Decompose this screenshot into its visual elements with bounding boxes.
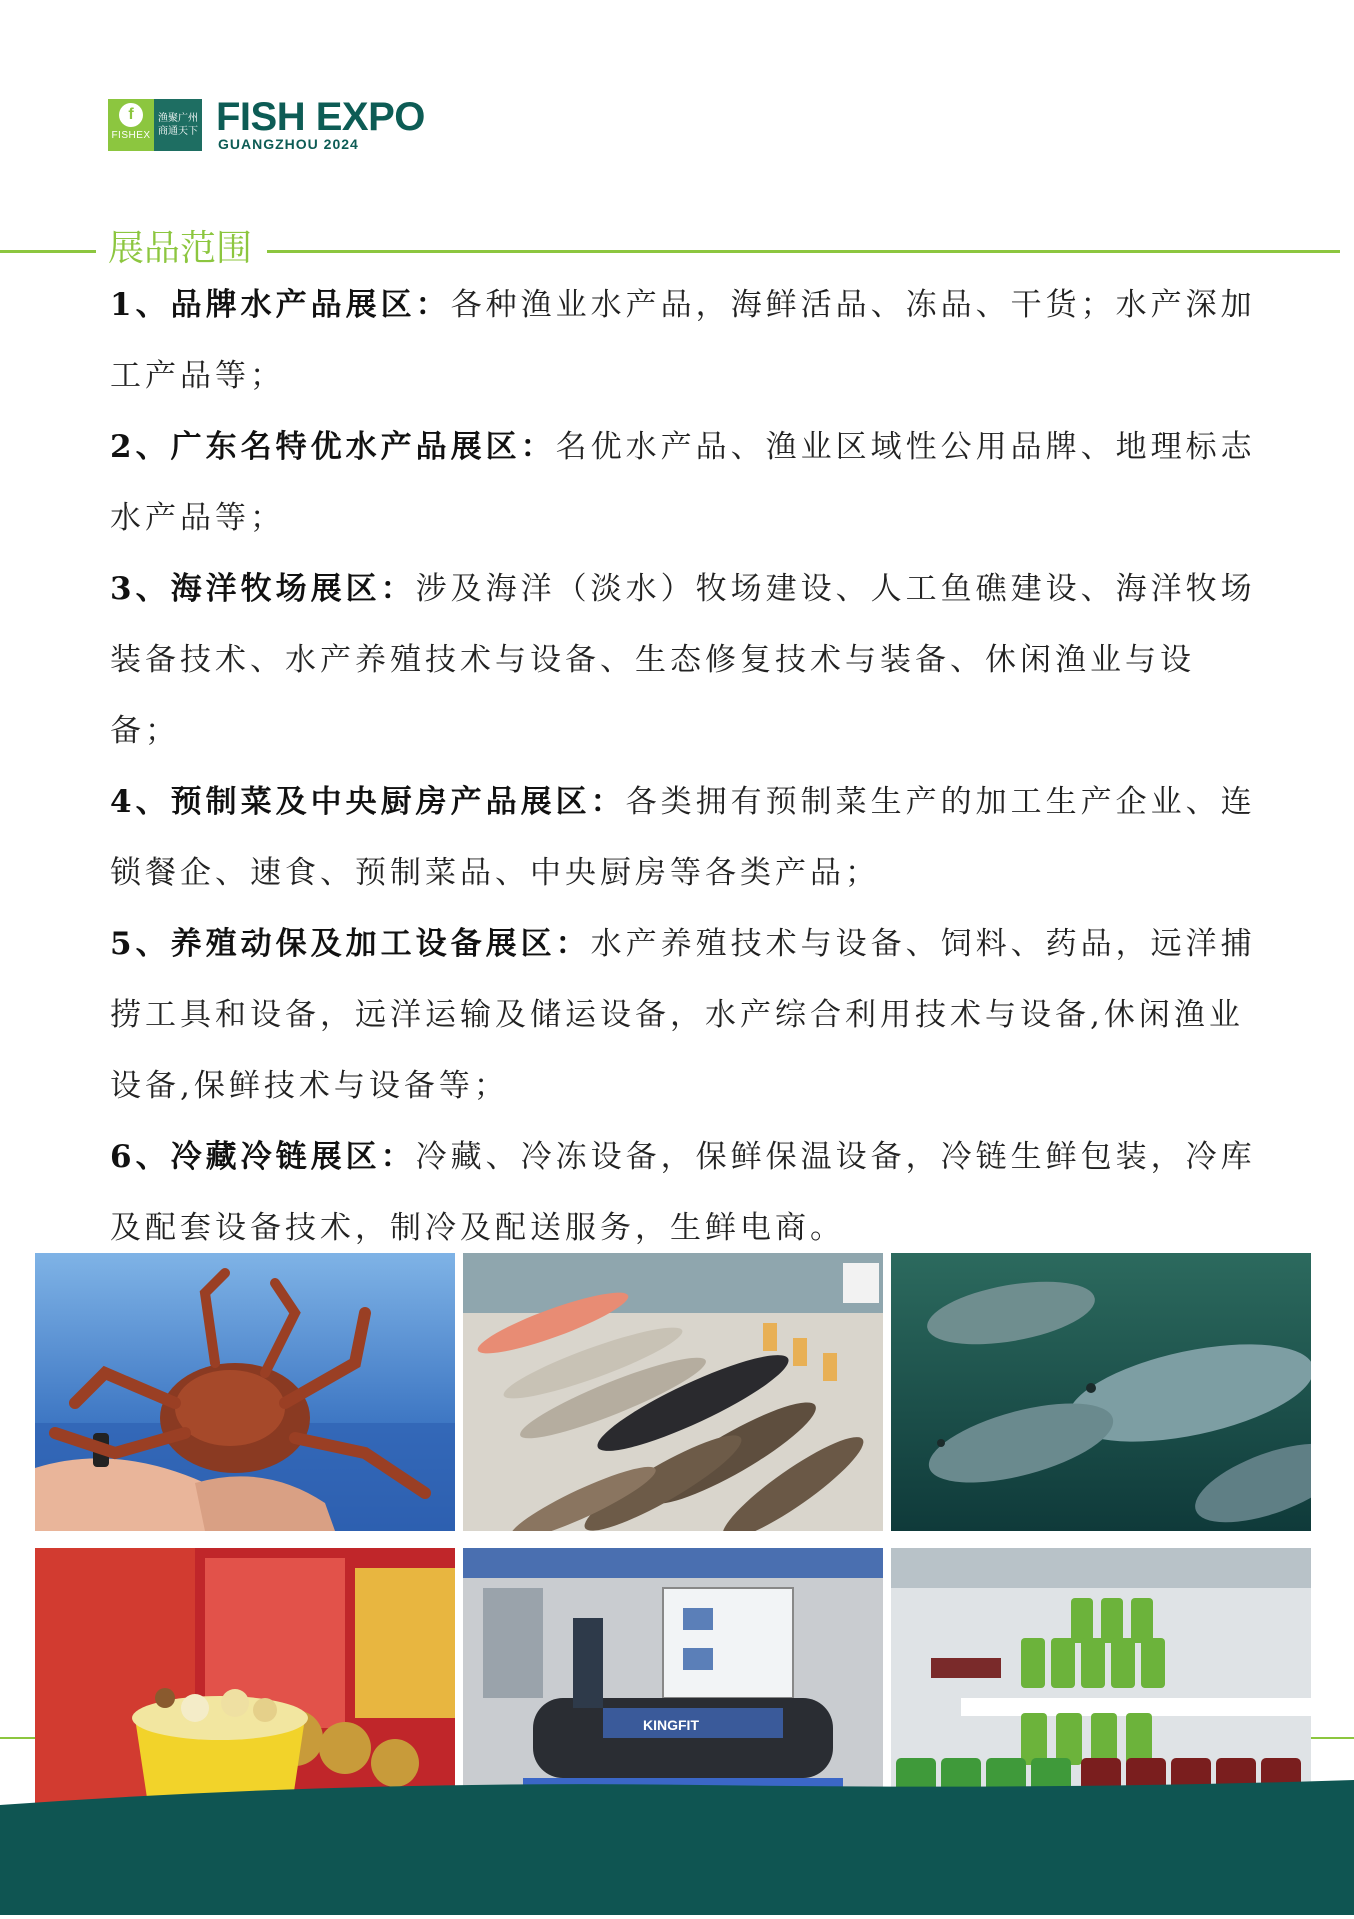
exhibit-item-label: 1、品牌水产品展区： — [110, 287, 451, 323]
logo-slogan — [154, 99, 202, 151]
exhibit-item — [110, 767, 1260, 909]
fish-expo-logo — [108, 95, 425, 152]
photo-king-crab — [35, 1253, 455, 1531]
exhibit-item — [110, 909, 1260, 1122]
exhibit-item-label: 3、海洋牧场展区： — [110, 571, 416, 607]
exhibit-item — [110, 270, 1260, 412]
footer-divider-right — [1311, 1737, 1354, 1739]
exhibit-scope-list — [110, 270, 1260, 1264]
photo-fish-on-ice — [463, 1253, 883, 1531]
exhibit-item-label: 2、广东名特优水产品展区： — [110, 429, 556, 465]
exhibit-item-text: 水产养殖技术与设备、饲料、药品，远洋捕捞工具和设备，远洋运输及储运设备，水产综合利用技术与设备,休闲渔业设备,保鲜技术与设备等； — [110, 926, 1256, 1104]
exhibit-item — [110, 412, 1260, 554]
exhibit-item-text: 各类拥有预制菜生产的加工生产企业、连锁餐企、速食、预制菜品、中央厨房等各类产品； — [110, 784, 1256, 891]
exhibit-item — [110, 554, 1260, 767]
exhibit-item-text: 名优水产品、渔业区域性公用品牌、地理标志水产品等； — [110, 429, 1256, 536]
exhibit-item-text: 各种渔业水产品，海鲜活品、冻品、干货；水产深加工产品等； — [110, 287, 1256, 394]
equipment-brand-label: KINGFIT — [643, 1717, 699, 1733]
fishex-logo-mark — [108, 99, 154, 151]
footer-wave — [0, 1780, 1354, 1915]
logo-wordmark — [216, 95, 425, 152]
exhibit-item-label: 4、预制菜及中央厨房产品展区： — [110, 784, 626, 820]
section-title: 展品范围 — [108, 228, 253, 269]
logo-title: FISH EXPO — [216, 95, 425, 139]
logo-f-letter: f — [119, 103, 143, 127]
exhibit-item-label: 6、冷藏冷链展区： — [110, 1139, 416, 1175]
logo-slogan-line1: 渔聚广州 — [158, 113, 198, 124]
exhibit-item-text: 涉及海洋（淡水）牧场建设、人工鱼礁建设、海洋牧场装备技术、水产养殖技术与设备、生态修复技术与装备、休闲渔业与设备； — [110, 571, 1256, 749]
logo-slogan-line2: 商通天下 — [158, 126, 198, 137]
heading-divider-left — [0, 250, 96, 253]
logo-subtitle: GUANGZHOU 2024 — [218, 136, 359, 152]
heading-divider-right — [267, 250, 1340, 253]
photo-grid — [35, 1253, 1311, 1826]
logo-fishex-text: FISHEX — [111, 130, 151, 141]
section-heading — [0, 226, 1354, 272]
photo-underwater-fish — [891, 1253, 1311, 1531]
exhibit-item-text: 冷藏、冷冻设备，保鲜保温设备，冷链生鲜包装，冷库及配套设备技术，制冷及配送服务，生鲜电商。 — [110, 1139, 1256, 1246]
exhibit-item-label: 5、养殖动保及加工设备展区： — [110, 926, 591, 962]
exhibit-item — [110, 1122, 1260, 1264]
footer-divider-left — [0, 1737, 35, 1739]
